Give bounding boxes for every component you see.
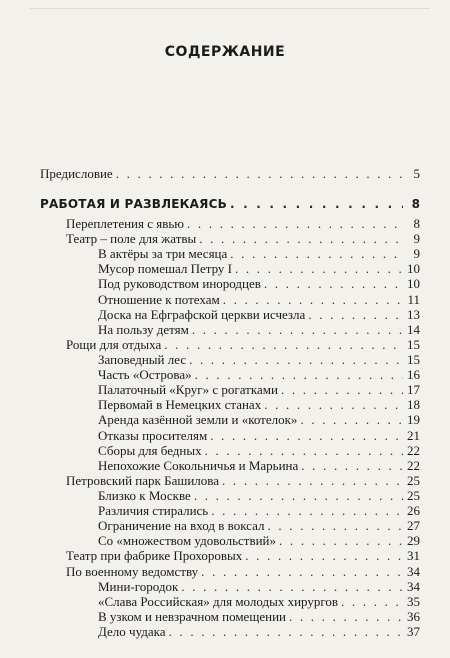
toc-entry-title: Мусор помешал Петру I (98, 261, 232, 276)
toc-entry (98, 352, 420, 368)
toc-entry-title: Ограничение на вход в воксал (98, 518, 265, 533)
toc-page-number: 25 (407, 473, 420, 488)
toc-entry (98, 443, 420, 459)
toc-entry-title: Под руководством инородцев (98, 276, 261, 291)
dot-leader (164, 337, 403, 353)
dot-leader (264, 397, 403, 413)
toc-entry-title: Часть «Острова» (98, 367, 192, 382)
toc-page-number: 26 (407, 503, 420, 518)
toc-entry (98, 397, 420, 413)
toc-entry (98, 382, 420, 398)
dot-leader (300, 412, 403, 428)
toc-entry (98, 488, 420, 504)
dot-leader (341, 594, 403, 610)
toc-entry-title: Аренда казённой земли и «котелок» (98, 412, 298, 427)
toc-page-number: 25 (407, 488, 420, 503)
dot-leader (222, 473, 403, 489)
toc-entry (98, 292, 420, 308)
toc-entry (98, 458, 420, 474)
toc-entry (98, 307, 420, 323)
dot-leader (181, 579, 403, 595)
dot-leader (116, 166, 403, 182)
toc-entry (98, 533, 420, 549)
toc-entry (66, 231, 420, 247)
dot-leader (187, 216, 403, 232)
dot-leader (289, 609, 403, 625)
dot-leader (235, 261, 403, 277)
dot-leader (245, 548, 403, 564)
toc-entry-title: Мини-городок (98, 579, 179, 594)
dot-leader (189, 352, 403, 368)
dot-leader (281, 382, 403, 398)
toc-entry (66, 337, 420, 353)
toc-entry-title: Предисловие (40, 166, 113, 181)
toc-entry (66, 548, 420, 564)
toc-part-heading (40, 196, 420, 212)
dot-leader (210, 428, 403, 444)
dot-leader (192, 322, 403, 338)
toc-entry (98, 518, 420, 534)
dot-leader (194, 488, 403, 504)
toc-entry-title: Различия стирались (98, 503, 209, 518)
dot-leader (264, 276, 403, 292)
toc-page-number: 13 (407, 307, 420, 322)
dot-leader (205, 443, 403, 459)
toc-entry-title: Со «множеством удовольствий» (98, 533, 277, 548)
toc-entry-title: Палаточный «Круг» с рогатками (98, 382, 278, 397)
toc-page-number: 15 (407, 337, 420, 352)
toc-page-number: 36 (407, 609, 420, 624)
toc-entry-title: Доска на Ефграфской церкви исчезла (98, 307, 306, 322)
toc-entry (98, 624, 420, 640)
toc-page-number: 34 (407, 579, 420, 594)
toc-page-number: 37 (407, 624, 420, 639)
toc-page-number: 5 (413, 166, 420, 181)
toc-page-number: 11 (407, 292, 420, 307)
toc-page-number: 22 (407, 458, 420, 473)
dot-leader (223, 292, 403, 308)
dot-leader (301, 458, 403, 474)
toc-entry-title: Сборы для бедных (98, 443, 202, 458)
toc-page-number: 16 (407, 367, 420, 382)
toc-entry (98, 367, 420, 383)
toc-entry (66, 564, 420, 580)
toc-entry-title: Театр при фабрике Прохоровых (66, 548, 243, 563)
dot-leader (279, 533, 403, 549)
toc-entry (66, 216, 420, 232)
dot-leader (268, 518, 404, 534)
toc-entry (98, 246, 420, 262)
toc-entry (66, 473, 420, 489)
toc-entry (98, 276, 420, 292)
toc-page-number: 29 (407, 533, 420, 548)
toc-entry-title: РАБОТАЯ И РАЗВЛЕКАЯСЬ (40, 197, 227, 211)
dot-leader (201, 564, 403, 580)
toc-page-number: 34 (407, 564, 420, 579)
toc-page-number: 9 (413, 246, 420, 261)
toc-page-number: 8 (411, 197, 420, 211)
dot-leader (199, 231, 403, 247)
dot-leader (308, 307, 403, 323)
toc-entry-title: Рощи для отдыха (66, 337, 162, 352)
dot-leader (195, 367, 403, 383)
toc-entry-title: Отказы просителям (98, 428, 208, 443)
toc-entry (40, 166, 420, 182)
toc-entry (98, 428, 420, 444)
toc-entry-title: Петровский парк Башилова (66, 473, 220, 488)
toc-page-number: 10 (407, 276, 420, 291)
toc-page-number: 10 (407, 261, 420, 276)
toc-page-number: 14 (407, 322, 420, 337)
dot-leader (211, 503, 403, 519)
toc-page-number: 19 (407, 412, 420, 427)
toc-page-number: 31 (407, 548, 420, 563)
toc-entry (98, 261, 420, 277)
toc-entry-title: Первомай в Немецких станах (98, 397, 262, 412)
toc-entry (98, 503, 420, 519)
toc-entry (98, 609, 420, 625)
toc-page-number: 9 (413, 231, 420, 246)
toc-entry-title: Дело чудака (98, 624, 166, 639)
toc-entry-title: На пользу детям (98, 322, 189, 337)
toc-page-number: 8 (413, 216, 420, 231)
toc-entry-title: По военному ведомству (66, 564, 199, 579)
toc-entry-title: Непохожие Сокольничья и Марьина (98, 458, 299, 473)
toc-page-number: 17 (407, 382, 420, 397)
toc-entry (98, 579, 420, 595)
toc-page-number: 27 (407, 518, 420, 533)
dot-leader (230, 196, 403, 212)
toc-entry (98, 594, 420, 610)
toc-page-number: 35 (407, 594, 420, 609)
toc-page-number: 15 (407, 352, 420, 367)
toc-page-number: 22 (407, 443, 420, 458)
toc-entry-title: В узком и невзрачном помещении (98, 609, 286, 624)
toc-entry-title: Близко к Москве (98, 488, 191, 503)
toc-entry-title: Переплетения с явью (66, 216, 185, 231)
toc-entry-title: Театр – поле для жатвы (66, 231, 197, 246)
toc-entry (98, 322, 420, 338)
dot-leader (230, 246, 403, 262)
toc-entry (98, 412, 420, 428)
page-edge (30, 0, 430, 9)
toc-entry-title: Заповедный лес (98, 352, 187, 367)
toc-entry-title: В актёры за три месяца (98, 246, 228, 261)
toc-page-number: 18 (407, 397, 420, 412)
page-title: СОДЕРЖАНИЕ (164, 44, 286, 60)
toc-entry-title: Отношение к потехам (98, 292, 220, 307)
dot-leader (169, 624, 403, 640)
toc-page-number: 21 (407, 428, 420, 443)
toc-entry-title: «Слава Российская» для молодых хирургов (98, 594, 339, 609)
